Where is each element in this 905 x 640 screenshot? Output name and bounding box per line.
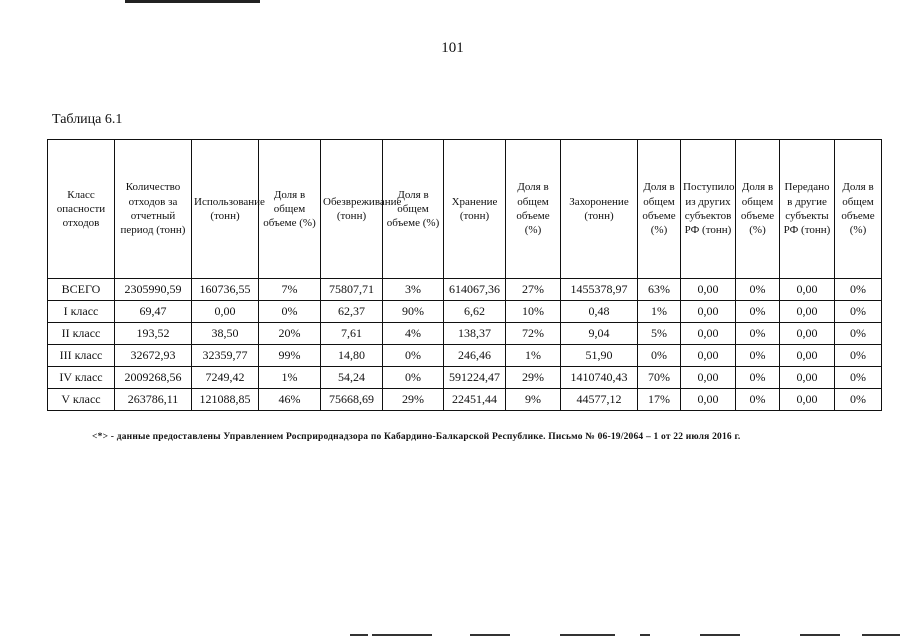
table-cell: 51,90 <box>561 345 638 367</box>
table-row <box>48 323 882 345</box>
table-cell: 1410740,43 <box>561 367 638 389</box>
table-cell: 32672,93 <box>115 345 192 367</box>
footnote: <*> - данные предоставлены Управлением Росприроднадзора по Кабардино-Балкарской Республике. Письмо № 06-19/2064 – 1 от 22 июля 2016 г. <box>92 432 741 442</box>
header-usage: Использование (тонн) <box>192 140 259 279</box>
table-cell: 0,00 <box>681 279 736 301</box>
table-cell: 20% <box>259 323 321 345</box>
table-cell: 591224,47 <box>444 367 506 389</box>
table-cell: 0% <box>736 323 780 345</box>
table-row <box>48 389 882 411</box>
table-cell: 0,00 <box>681 301 736 323</box>
table-cell: 2305990,59 <box>115 279 192 301</box>
table-header-row <box>48 140 882 279</box>
table-cell: 0% <box>835 389 882 411</box>
table-cell: 44577,12 <box>561 389 638 411</box>
table-cell: 1% <box>259 367 321 389</box>
page-number: 101 <box>441 40 464 56</box>
table-cell: 0% <box>638 345 681 367</box>
table-caption: Таблица 6.1 <box>52 112 123 127</box>
header-received: Поступило из других субъектов РФ (тонн) <box>681 140 736 279</box>
table-cell: 75807,71 <box>321 279 383 301</box>
table-cell: 614067,36 <box>444 279 506 301</box>
scan-artifact-bottom <box>470 634 510 636</box>
header-usage-share: Доля в общем объеме (%) <box>259 140 321 279</box>
table-cell: 5% <box>638 323 681 345</box>
table-cell: 0% <box>736 301 780 323</box>
header-burial: Захоронение (тонн) <box>561 140 638 279</box>
table-cell: 7249,42 <box>192 367 259 389</box>
table-cell: 46% <box>259 389 321 411</box>
table-cell: 0% <box>736 367 780 389</box>
table-cell: 2009268,56 <box>115 367 192 389</box>
header-storage-share: Доля в общем объеме (%) <box>506 140 561 279</box>
table-cell: 0,00 <box>780 301 835 323</box>
table-cell: 29% <box>506 367 561 389</box>
table-cell: 4% <box>383 323 444 345</box>
table-cell: 7,61 <box>321 323 383 345</box>
table-cell: ВСЕГО <box>48 279 115 301</box>
header-transferred-share: Доля в общем объеме (%) <box>835 140 882 279</box>
table-cell: 0% <box>835 367 882 389</box>
table-cell: 0% <box>259 301 321 323</box>
table-cell: 0,00 <box>681 323 736 345</box>
header-neutralization-share: Доля в общем объеме (%) <box>383 140 444 279</box>
scan-artifact-bottom <box>700 634 740 636</box>
header-neutralization: Обезвреживание (тонн) <box>321 140 383 279</box>
header-hazard-class: Класс опасности отходов <box>48 140 115 279</box>
scan-artifact-bottom <box>800 634 840 636</box>
table-cell: 6,62 <box>444 301 506 323</box>
table-body <box>48 279 882 411</box>
table-cell: 0% <box>383 367 444 389</box>
table-cell: 0,00 <box>780 367 835 389</box>
table-cell: 0,00 <box>780 389 835 411</box>
table-cell: 9% <box>506 389 561 411</box>
header-storage: Хранение (тонн) <box>444 140 506 279</box>
table-row <box>48 279 882 301</box>
scan-artifact-bottom <box>560 634 615 636</box>
table-cell: 72% <box>506 323 561 345</box>
table-cell: 1455378,97 <box>561 279 638 301</box>
table-cell: 193,52 <box>115 323 192 345</box>
table-cell: 0% <box>736 279 780 301</box>
table-cell: 0% <box>835 279 882 301</box>
table-cell: 10% <box>506 301 561 323</box>
table-cell: 0,00 <box>681 389 736 411</box>
table-cell: 246,46 <box>444 345 506 367</box>
scan-artifact-bottom <box>372 634 432 636</box>
table-row <box>48 301 882 323</box>
table-cell: 7% <box>259 279 321 301</box>
table-cell: 99% <box>259 345 321 367</box>
table-row <box>48 345 882 367</box>
scan-artifact-bottom <box>862 634 900 636</box>
table-cell: 90% <box>383 301 444 323</box>
table-cell: 27% <box>506 279 561 301</box>
table-cell: III класс <box>48 345 115 367</box>
table-cell: 0,00 <box>192 301 259 323</box>
table-cell: 160736,55 <box>192 279 259 301</box>
table-cell: IV класс <box>48 367 115 389</box>
table-cell: 0,00 <box>681 345 736 367</box>
scan-artifact-top <box>125 0 260 3</box>
table-cell: 263786,11 <box>115 389 192 411</box>
table-cell: 0,00 <box>681 367 736 389</box>
table-cell: 29% <box>383 389 444 411</box>
header-total-amount: Количество отходов за отчетный период (тонн) <box>115 140 192 279</box>
table-cell: 69,47 <box>115 301 192 323</box>
table-cell: 121088,85 <box>192 389 259 411</box>
header-received-share: Доля в общем объеме (%) <box>736 140 780 279</box>
table-cell: 70% <box>638 367 681 389</box>
scan-artifact-bottom <box>640 634 650 636</box>
table-cell: 0% <box>835 323 882 345</box>
table-cell: I класс <box>48 301 115 323</box>
table-cell: 75668,69 <box>321 389 383 411</box>
table-cell: II класс <box>48 323 115 345</box>
table-cell: 0,00 <box>780 279 835 301</box>
table-cell: 32359,77 <box>192 345 259 367</box>
table-cell: V класс <box>48 389 115 411</box>
table-cell: 0% <box>383 345 444 367</box>
table-cell: 0% <box>736 389 780 411</box>
table-cell: 38,50 <box>192 323 259 345</box>
table-cell: 1% <box>638 301 681 323</box>
table-cell: 54,24 <box>321 367 383 389</box>
table-cell: 1% <box>506 345 561 367</box>
table-cell: 0,00 <box>780 323 835 345</box>
header-transferred: Передано в другие субъекты РФ (тонн) <box>780 140 835 279</box>
table-cell: 62,37 <box>321 301 383 323</box>
table-cell: 14,80 <box>321 345 383 367</box>
header-burial-share: Доля в общем объеме (%) <box>638 140 681 279</box>
table-cell: 0% <box>736 345 780 367</box>
table-cell: 0% <box>835 345 882 367</box>
table-cell: 0,48 <box>561 301 638 323</box>
table-cell: 9,04 <box>561 323 638 345</box>
table-cell: 17% <box>638 389 681 411</box>
table-cell: 0% <box>835 301 882 323</box>
table-cell: 3% <box>383 279 444 301</box>
table-cell: 63% <box>638 279 681 301</box>
scan-artifact-bottom <box>350 634 368 636</box>
table-cell: 0,00 <box>780 345 835 367</box>
table-row <box>48 367 882 389</box>
table-cell: 22451,44 <box>444 389 506 411</box>
table-cell: 138,37 <box>444 323 506 345</box>
waste-table <box>47 139 882 411</box>
